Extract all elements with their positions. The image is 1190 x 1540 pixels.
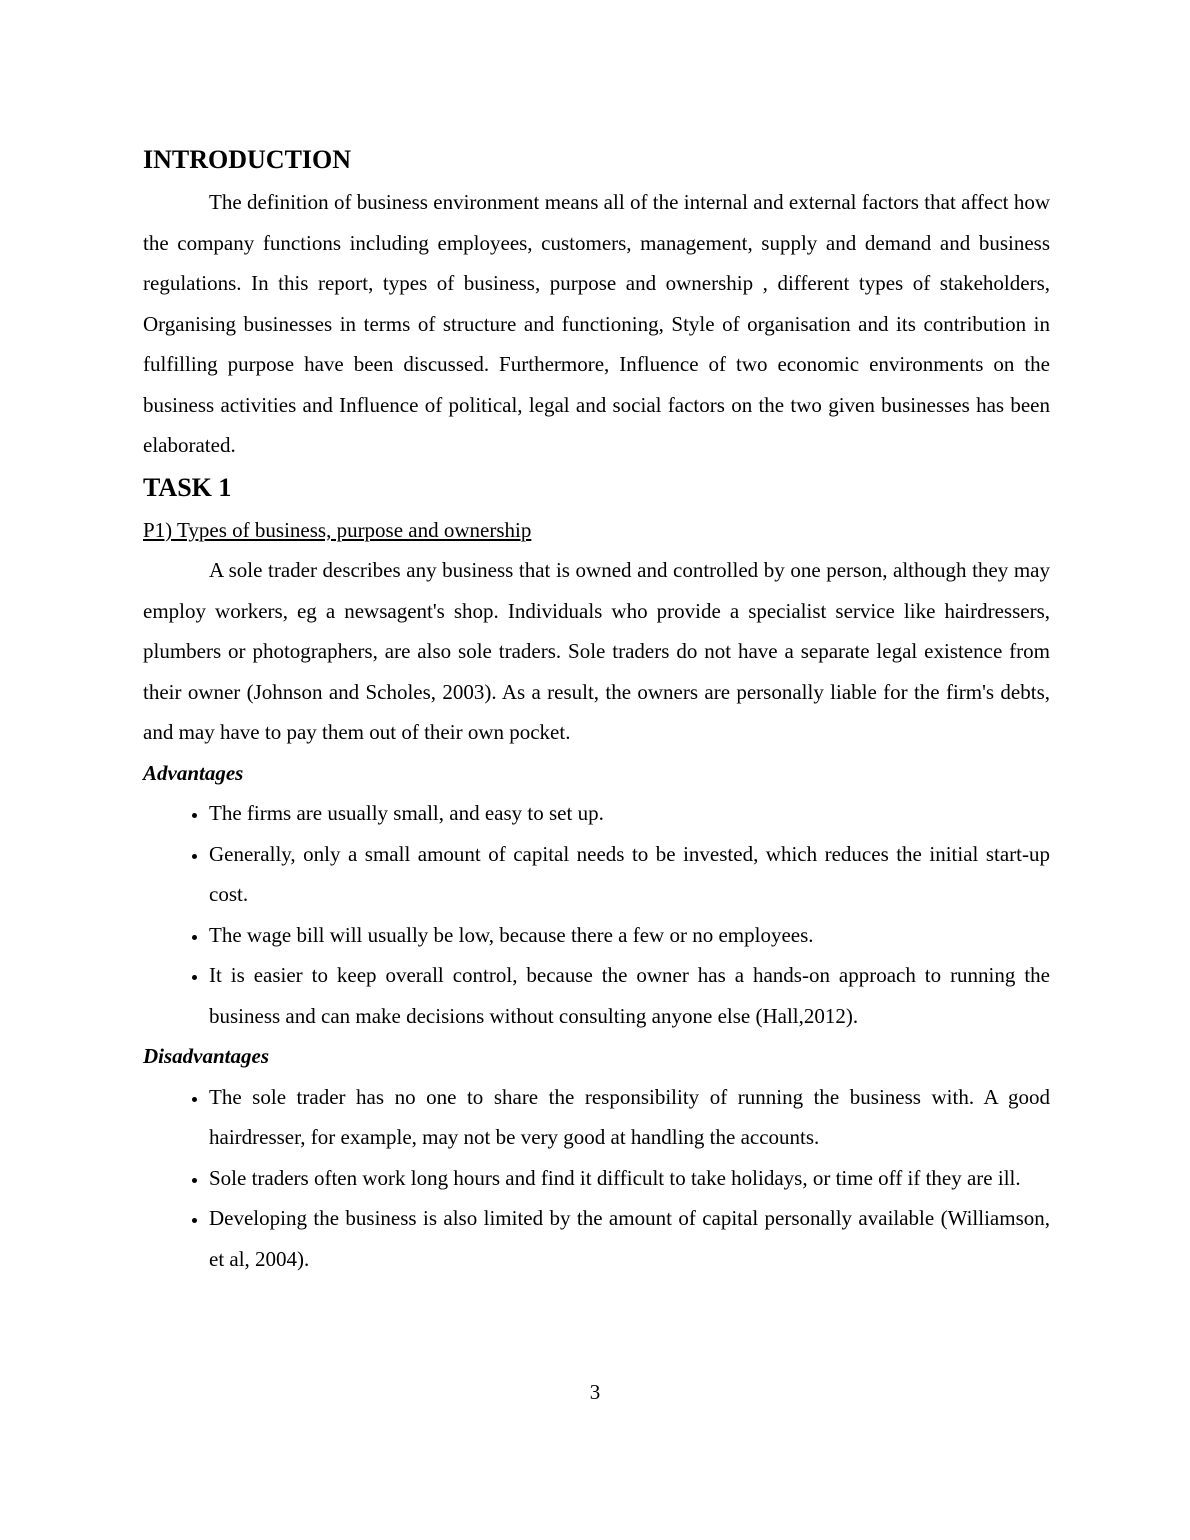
- intro-heading: INTRODUCTION: [143, 145, 352, 174]
- p1-subheading: P1) Types of business, purpose and ownership: [143, 517, 532, 542]
- advantages-label: Advantages: [143, 760, 244, 785]
- list-item: • The sole trader has no one to share the responsibility of running the business with. A good hairdresser, for example, may not be very good at handling the accounts.: [209, 1077, 1050, 1158]
- list-item: • Developing the business is also limited by the amount of capital personally available (Williamson, et al, 2004).: [209, 1198, 1050, 1279]
- task1-heading: TASK 1: [143, 472, 232, 502]
- list-item: • Sole traders often work long hours and find it difficult to take holidays, or time off if they are ill.: [209, 1158, 1050, 1199]
- disadvantages-list: [209, 1077, 1050, 1280]
- sole-trader-paragraph: A sole trader describes any business that is owned and controlled by one person, although they may employ workers, eg a newsagent's shop. Individuals who provide a specialist service like hairdressers, plumbers or photographers, are also sole traders. Sole traders do not have a separate legal existence from their owner (Johnson and Scholes, 2003). As a result, the owners are personally liable for the firm's debts, and may have to pay them out of their own pocket.: [143, 558, 1050, 744]
- page-number: 3: [589, 1380, 601, 1404]
- list-item: • Generally, only a small amount of capital needs to be invested, which reduces the initial start-up cost.: [209, 834, 1050, 915]
- list-item: • It is easier to keep overall control, because the owner has a hands-on approach to running the business and can make decisions without consulting anyone else (Hall,2012).: [209, 955, 1050, 1036]
- advantages-list: [209, 793, 1050, 1036]
- intro-paragraph: The definition of business environment means all of the internal and external factors that affect how the company functions including employees, customers, management, supply and demand and business regulations. In this report, types of business, purpose and ownership , different types of stakeholders, Organising businesses in terms of structure and functioning, Style of organisation and its contribution in fulfilling purpose have been discussed. Furthermore, Influence of two economic environments on the business activities and Influence of political, legal and social factors on the two given businesses has been elaborated.: [143, 190, 1050, 457]
- disadvantages-label: Disadvantages: [143, 1044, 269, 1068]
- list-item: • The firms are usually small, and easy to set up.: [209, 793, 1050, 834]
- list-item: • The wage bill will usually be low, because there a few or no employees.: [209, 915, 1050, 956]
